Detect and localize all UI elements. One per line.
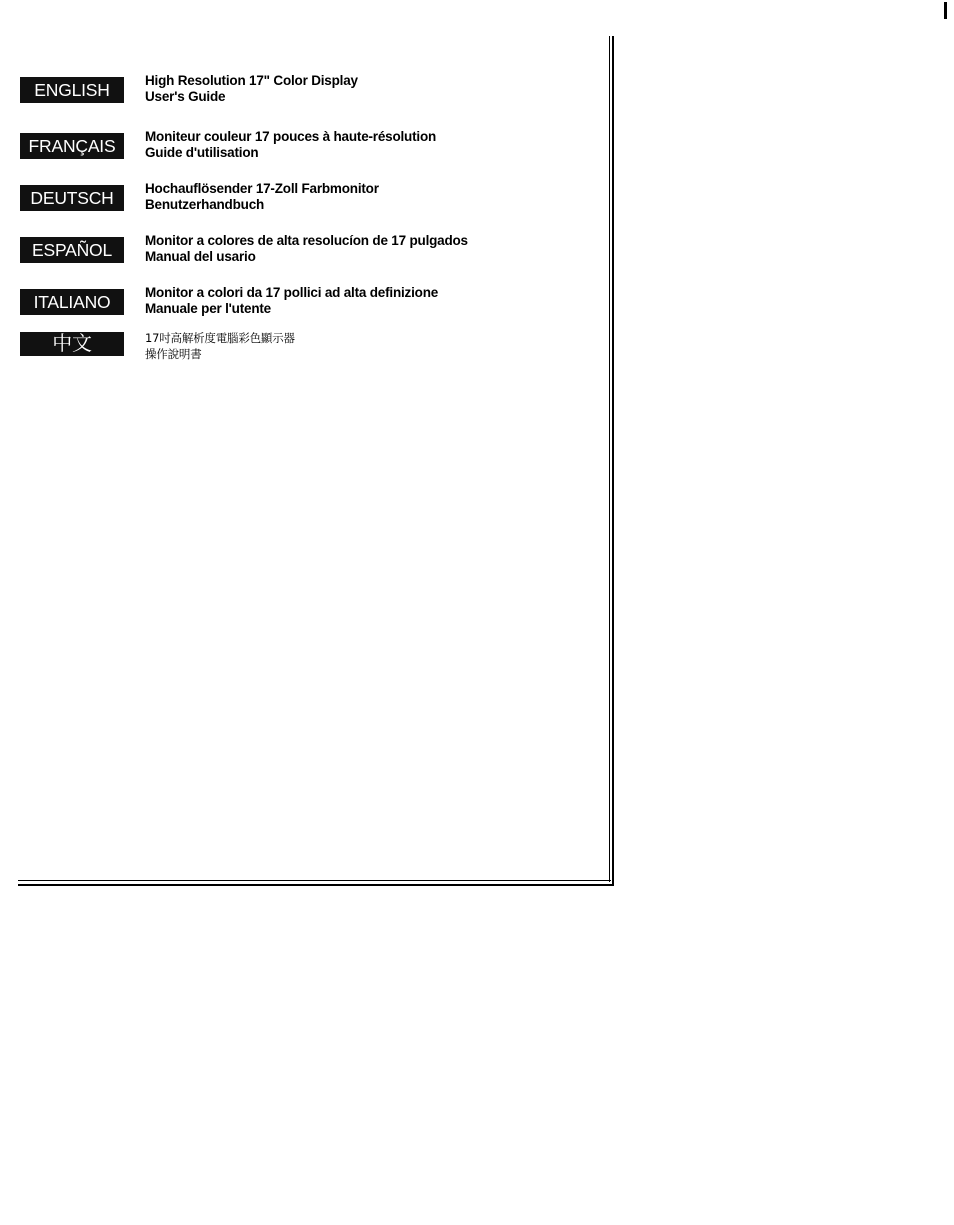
language-badge-italiano: ITALIANO [20, 289, 124, 315]
language-title-english [145, 73, 585, 105]
language-title-francais [145, 129, 585, 161]
language-title-italiano [145, 285, 585, 317]
language-title-espanol [145, 233, 585, 265]
frame-right-rule-thick [612, 36, 614, 886]
guide-title-line: User's Guide [145, 89, 226, 104]
language-title-deutsch [145, 181, 585, 213]
language-badge-francais: FRANÇAIS [20, 133, 124, 159]
frame-right-rule-thin [609, 36, 610, 882]
guide-title-line: Guide d'utilisation [145, 145, 259, 160]
language-badge-english: ENGLISH [20, 77, 124, 103]
language-title-chinese [145, 330, 585, 362]
guide-title-line: 操作說明書 [145, 347, 202, 361]
corner-mark [944, 2, 947, 19]
product-title-line: Monitor a colores de alta resolucíon de 17 pulgados [145, 233, 468, 248]
frame-bottom-rule-thin [18, 880, 611, 881]
guide-title-line: Manuale per l'utente [145, 301, 271, 316]
product-title-line: High Resolution 17" Color Display [145, 73, 358, 88]
language-badge-espanol: ESPAÑOL [20, 237, 124, 263]
guide-title-line: Manual del usario [145, 249, 256, 264]
frame-bottom-rule-thick [18, 884, 614, 886]
product-title-line: Monitor a colori da 17 pollici ad alta definizione [145, 285, 439, 300]
product-title-line: Moniteur couleur 17 pouces à haute-résolution [145, 129, 437, 144]
guide-title-line: Benutzerhandbuch [145, 197, 265, 212]
language-badge-deutsch: DEUTSCH [20, 185, 124, 211]
language-badge-chinese: 中文 [20, 332, 124, 356]
product-title-line: 17吋高解析度電腦彩色顯示器 [145, 331, 295, 345]
product-title-line: Hochauflösender 17-Zoll Farbmonitor [145, 181, 379, 196]
